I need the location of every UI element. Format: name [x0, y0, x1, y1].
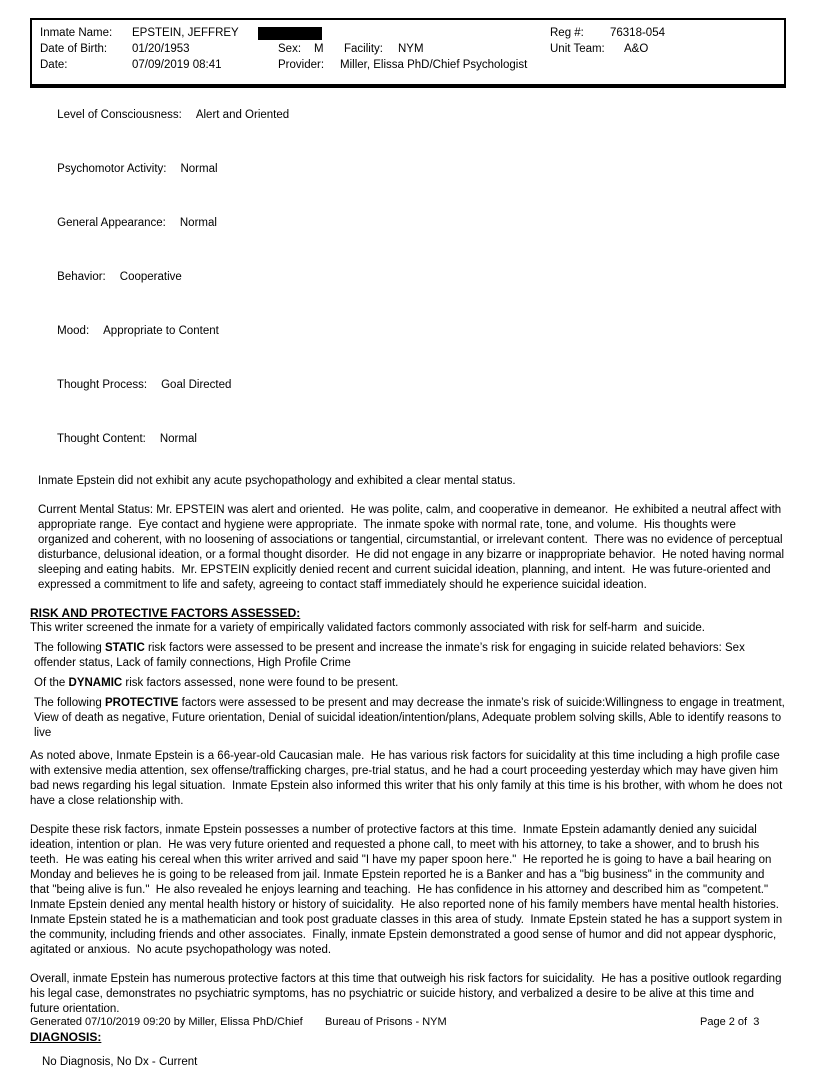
field-label: Thought Process: — [56, 379, 148, 391]
field-label: General Appearance: — [57, 217, 166, 229]
field-behavior — [30, 255, 786, 300]
facility-value: NYM — [398, 43, 424, 55]
provider-label: Provider: — [278, 59, 325, 71]
field-value: Normal — [180, 163, 218, 175]
inmate-header-box — [30, 18, 786, 88]
field-value: Normal — [159, 433, 197, 445]
field-label: Level of Consciousness: — [57, 109, 182, 121]
dob-label: Date of Birth: — [40, 43, 108, 55]
provider-value: Miller, Elissa PhD/Chief Psychologist — [340, 59, 528, 71]
field-psychomotor-activity — [30, 147, 786, 192]
field-general-appearance — [30, 201, 786, 246]
report-body — [30, 93, 789, 1070]
diagnosis-heading: DIAGNOSIS: — [30, 1030, 102, 1044]
diagnosis-value: No Diagnosis, No Dx - Current — [42, 1056, 198, 1068]
field-mood — [30, 309, 786, 354]
dynamic-factors-paragraph — [30, 676, 786, 691]
protective-factors-paragraph — [30, 696, 789, 741]
static-bold: STATIC — [104, 642, 145, 654]
current-mental-status-paragraph: Current Mental Status: Mr. EPSTEIN was alert and oriented. He was polite, calm, and cooperative in demeanor. He exhibited a neutral affect with appropriate range. Eye contact and hygiene were appropriate. The inmate spoke with normal rate, tone, and volume. His thoughts were organized and coherent, with no loosening of associations or tangential, circumstantial, or irrelevant content. There was no evidence of perceptual disturbance, delusional ideation, or a formal thought disorder. He did not engage in any bizarre or inappropriate behavior. He noted having normal sleeping and eating habits. Mr. EPSTEIN explicitly denied recent and current suicidal ideation, planning, and intent. He was future-oriented and expressed a commitment to life and safety, agreeing to contact staff immediately should he experience suicidal ideation. — [38, 504, 788, 591]
as-noted-paragraph: As noted above, Inmate Epstein is a 66-year-old Caucasian male. He has various risk factors for suicidality at this time including a high profile case with extensive media attention, sex offense/trafficking charges, pre-trial status, and he had a court proceeding yesterday which may have given him bad news regarding his legal situation. Inmate Epstein also informed this writer that his only family at this time is his brother, with whom he does not have a close relationship with. — [30, 750, 786, 807]
field-value: Normal — [179, 217, 217, 229]
redaction-box — [258, 27, 322, 40]
risk-factors-heading: RISK AND PROTECTIVE FACTORS ASSESSED: — [30, 606, 301, 620]
field-label: Psychomotor Activity: — [57, 163, 167, 175]
date-value: 07/09/2019 08:41 — [132, 59, 222, 71]
clear-status-paragraph: Inmate Epstein did not exhibit any acute psychopathology and exhibited a clear mental status. — [38, 475, 516, 487]
protective-post: factors were assessed to be present and may decrease the inmate’s risk of suicide:Willingness to engage in treatment, View of death as negative, Future orientation, Denial of suicidal ideation/intention/plans, Adequate problem solving skills, Able to identify reasons to live — [34, 697, 789, 739]
unit-team-label: Unit Team: — [550, 43, 605, 55]
dynamic-post: risk factors assessed, none were found to be present. — [122, 677, 399, 689]
field-label: Behavior: — [57, 271, 106, 283]
footer-generated-text: Generated 07/10/2019 09:20 by Miller, Elissa PhD/Chief — [30, 1016, 303, 1028]
dynamic-bold: DYNAMIC — [68, 677, 123, 689]
field-level-of-consciousness — [30, 93, 786, 138]
facility-label: Facility: — [344, 43, 383, 55]
inmate-name-value: EPSTEIN, JEFFREY — [132, 27, 239, 39]
field-value: Cooperative — [119, 271, 182, 283]
dynamic-pre: Of the — [34, 677, 69, 689]
dob-value: 01/20/1953 — [132, 43, 190, 55]
overall-paragraph: Overall, inmate Epstein has numerous protective factors at this time that outweigh his risk factors for suicidality. He has a positive outlook regarding his legal case, demonstrates no psychiatric symptoms, has no psychiatric or suicide history, and verbalized a desire to be alive at this time and future orientation. — [30, 973, 785, 1015]
field-value: Appropriate to Content — [103, 325, 219, 337]
reg-number-label: Reg #: — [550, 27, 584, 39]
footer-org-text: Bureau of Prisons - NYM — [325, 1016, 447, 1028]
unit-team-value: A&O — [624, 43, 649, 55]
field-label: Mood: — [57, 325, 90, 337]
field-thought-content — [30, 417, 786, 462]
static-factors-paragraph — [30, 641, 786, 671]
despite-risk-factors-paragraph: Despite these risk factors, inmate Epstein possesses a number of protective factors at this time. Inmate Epstein adamantly denied any suicidal ideation, intention or plan. He was very future oriented and requested a phone call, to meet with his attorney, to take a shower, and to brush his teeth. He was eating his cereal when this writer arrived and said "I have my paper spoon here." He reported he is going to have a bail hearing on Monday and believes he is going to be released from jail. Inmate Epstein reported he is a Banker and has a "big business" in the community and that "being alive is fun." He also revealed he enjoys learning and teaching. He has confidence in his attorney and described him as "competent." Inmate Epstein denied any mental health history or history of suicidality. He also reported none of his family members have mental health histories. Inmate Epstein stated he is a mathematician and took post graduate classes in this area of study. Inmate Epstein stated he has a support system in the community, including friends and other associates. Finally, inmate Epstein demonstrated a good sense of humor and did not appear dysphoric, agitated or anxious. No acute psychopathology was noted. — [30, 824, 786, 956]
sex-value: M — [314, 43, 324, 55]
static-post: risk factors were assessed to be present and increase the inmate’s risk for engaging in suicide related behaviors: Sex offender status, Lack of family connections, High Profile Crime — [34, 642, 749, 669]
field-value: Goal Directed — [161, 379, 232, 391]
inmate-name-label: Inmate Name: — [40, 27, 113, 39]
field-value: Alert and Oriented — [195, 109, 290, 121]
footer-page-number: Page 2 of 3 — [700, 1016, 760, 1028]
protective-bold: PROTECTIVE — [104, 697, 179, 709]
sex-label: Sex: — [278, 43, 302, 55]
screened-paragraph: This writer screened the inmate for a variety of empirically validated factors commonly associated with risk for self-harm and suicide. — [30, 622, 705, 634]
protective-pre: The following — [34, 697, 105, 709]
reg-number-value: 76318-054 — [610, 27, 665, 39]
field-label: Thought Content: — [56, 433, 146, 445]
field-thought-process — [30, 363, 786, 408]
date-label: Date: — [40, 59, 68, 71]
static-pre: The following — [34, 642, 105, 654]
